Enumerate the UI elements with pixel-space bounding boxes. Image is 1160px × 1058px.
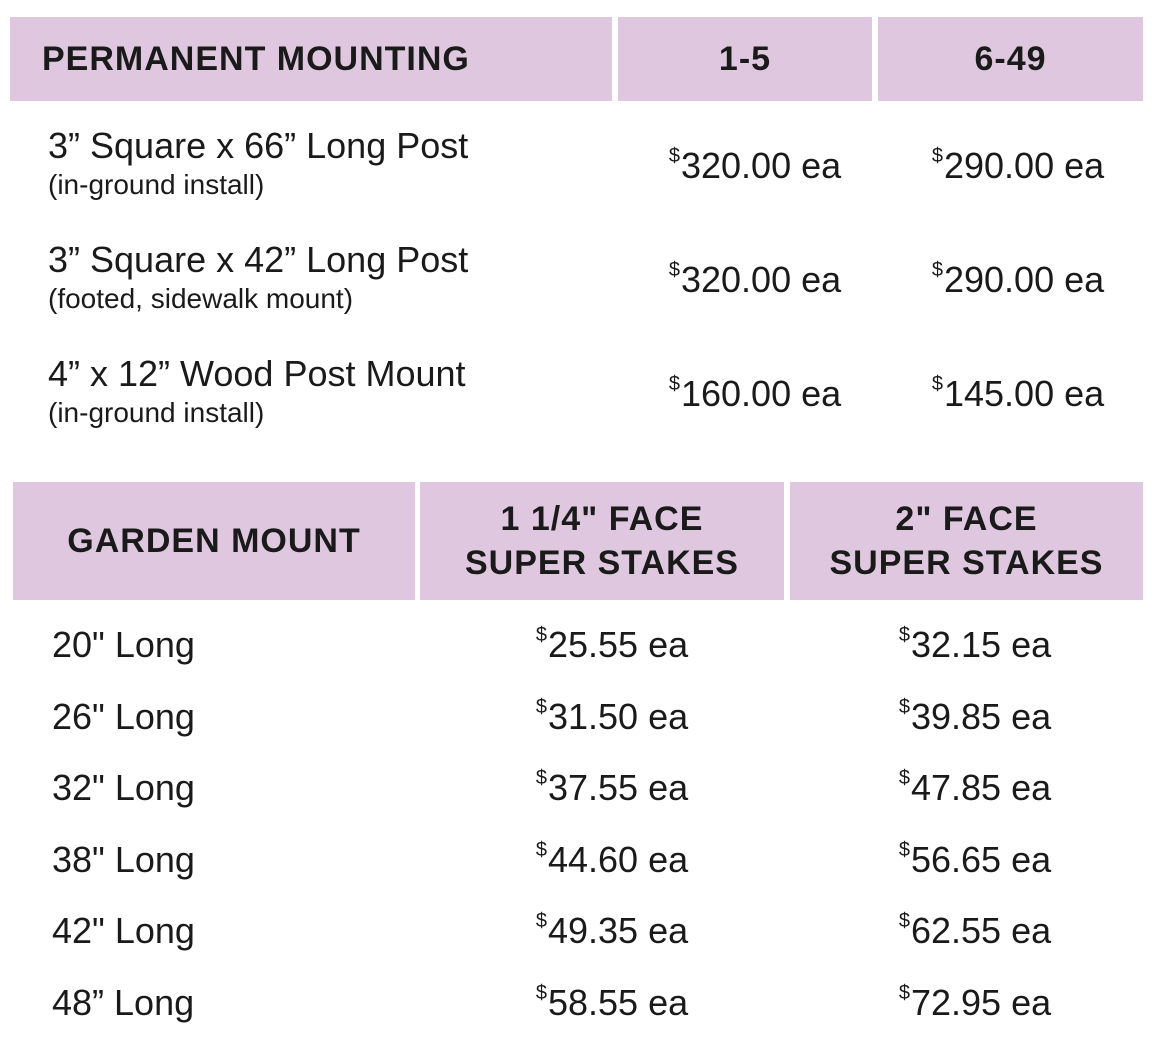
stake-length: 20" Long <box>52 624 195 665</box>
price-1-1-4-face: $25.55 ea <box>535 624 689 665</box>
face-1-1-4-line2: SUPER STAKES <box>465 544 739 582</box>
product-note: (in-ground install) <box>48 397 265 428</box>
stake-length: 48” Long <box>52 982 195 1023</box>
qty-6-49-label: 6-49 <box>974 39 1047 78</box>
price-1-1-4-face: $31.50 ea <box>535 696 689 737</box>
price-2-face: $62.55 ea <box>898 910 1052 951</box>
price-2-face: $32.15 ea <box>898 624 1052 665</box>
price-1-5: $320.00 ea <box>668 259 842 300</box>
price-6-49: $290.00 ea <box>931 145 1105 186</box>
product-name: 4” x 12” Wood Post Mount <box>48 353 466 394</box>
price-1-1-4-face: $49.35 ea <box>535 910 689 951</box>
price-6-49: $290.00 ea <box>931 259 1105 300</box>
face-2-header <box>790 482 1143 600</box>
face-2-line2: SUPER STAKES <box>829 544 1104 582</box>
product-name: 3” Square x 42” Long Post <box>48 239 469 280</box>
price-1-5: $160.00 ea <box>668 373 842 414</box>
price-1-5: $320.00 ea <box>668 145 842 186</box>
permanent-mounting-header <box>10 17 612 101</box>
product-name: 3” Square x 66” Long Post <box>48 125 469 166</box>
garden-mount-title: GARDEN MOUNT <box>67 521 361 560</box>
price-2-face: $72.95 ea <box>898 982 1052 1023</box>
product-description <box>48 352 466 430</box>
face-2-line1: 2" FACE <box>895 499 1038 538</box>
face-1-1-4-line1: 1 1/4" FACE <box>500 499 704 538</box>
garden-mount-header <box>13 482 415 600</box>
qty-1-5-label: 1-5 <box>718 39 772 78</box>
price-2-face: $56.65 ea <box>898 839 1052 880</box>
product-note: (in-ground install) <box>48 169 265 200</box>
price-2-face: $39.85 ea <box>898 696 1052 737</box>
qty-6-49-header <box>878 17 1143 101</box>
stake-length: 38" Long <box>52 839 195 880</box>
price-6-49: $145.00 ea <box>931 373 1105 414</box>
product-note: (footed, sidewalk mount) <box>48 283 354 314</box>
stake-length: 26" Long <box>52 696 195 737</box>
price-2-face: $47.85 ea <box>898 767 1052 808</box>
permanent-mounting-title: PERMANENT MOUNTING <box>42 39 470 78</box>
product-description <box>48 124 468 202</box>
product-description <box>48 238 468 316</box>
price-1-1-4-face: $37.55 ea <box>535 767 689 808</box>
stake-length: 42" Long <box>52 910 195 951</box>
price-1-1-4-face: $58.55 ea <box>535 982 689 1023</box>
face-1-1-4-header <box>420 482 784 600</box>
qty-1-5-header <box>618 17 872 101</box>
price-1-1-4-face: $44.60 ea <box>535 839 689 880</box>
stake-length: 32" Long <box>52 767 195 808</box>
